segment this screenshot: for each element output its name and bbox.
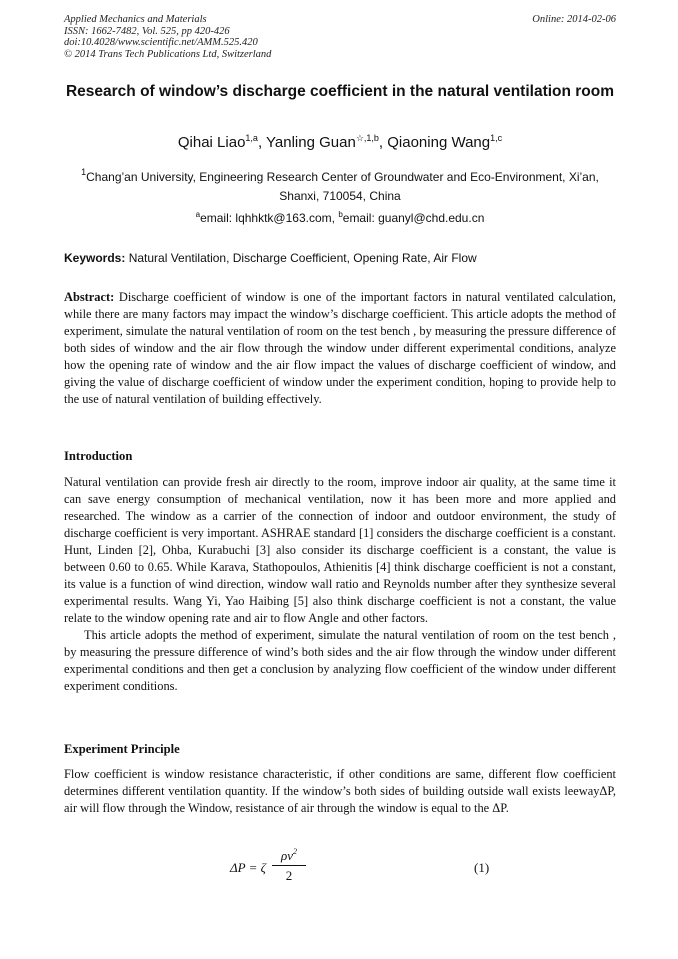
paragraph: This article adopts the method of experiment, simulate the natural ventilation of room on the test bench , by measuring the pressure difference of wind’s both sides and the air flow through the window under different experimental conditions and then get a conclusion by analyzing flow coefficient of the window under different experiment conditions. — [64, 628, 616, 693]
email-a[interactable]: email: lqhhktk@163.com, — [200, 211, 339, 225]
paragraph: Natural ventilation can provide fresh air directly to the room, improve indoor air quality, at the same time it can save energy consumption of mechanical ventilation, now it has been more and more applied and researched. The window as a carrier of the connection of indoor and outdoor environment, the study of discharge coefficient is very important. ASHRAE standard [1] considers the discharge coefficient is a constant. Hunt, Linden [2], Ohba, Kurabuchi [3] also consider its discharge coefficient is a constant, the value is between 0.60 to 0.65. While Karava, Stathopoulos, Athienitis [4] think discharge coefficient is not a constant, its value is a function of wind direction, window wall ratio and Reynolds number after they synthesize several experimental results. Wang Yi, Yao Haibing [5] also think discharge coefficient is not a constant, the value relate to the window opening rate and air to flow Angle and other factors. — [64, 475, 616, 625]
author-superscript: 1,a — [245, 133, 258, 143]
introduction-section — [64, 474, 616, 695]
journal-header — [64, 14, 616, 60]
author-name: Qihai Liao — [177, 134, 246, 151]
author-superscript: 1,c — [490, 133, 503, 143]
affiliation-superscript: 1 — [81, 167, 87, 177]
affiliation-text: Chang’an University, Engineering Research Center of Groundwater and Eco-Environment, Xi’an, Shanxi, 710054, China — [86, 170, 599, 203]
online-date: Online: 2014-02-06 — [532, 14, 616, 25]
numerator-text: ρv — [280, 848, 293, 863]
keywords-label: Keywords: — [64, 251, 126, 265]
section-heading-experiment-principle: Experiment Principle — [64, 742, 180, 756]
keywords — [64, 250, 616, 266]
author-list: Qihai Liao$^{1,a}$, Yanling Guan$^{☆,1,b}$, Qiaoning Wang$^{1,c}$ — [177, 133, 503, 151]
email-superscript: b — [338, 210, 343, 219]
abstract-text: Discharge coefficient of window is one of the important factors in natural ventilated calculation, while there are many factors may impact the window’s discharge coefficient. This article adopts the method of experiment, simulate the natural ventilation of room on the test bench , by measuring the pressure difference of both sides of window and the air flow through the window under different experimental conditions, analyze how the opening rate of window and the air flow impact the values of discharge coefficient of window, and giving the value of discharge coefficient of window under the experiment condition, hoping to provide help to the use of natural ventilation of building effectively. — [64, 290, 616, 406]
abstract-label: Abstract: — [64, 290, 115, 304]
author-name: Yanling Guan — [266, 134, 356, 151]
experiment-section — [64, 766, 616, 817]
journal-name: Applied Mechanics and Materials — [64, 14, 207, 25]
numerator-exponent: 2 — [293, 847, 297, 856]
equation-1 — [230, 848, 490, 888]
email-superscript: a — [195, 210, 201, 219]
journal-issn: ISSN: 1662-7482, Vol. 525, pp 420-426 — [64, 25, 230, 37]
equation-lhs: ΔP = ζ — [230, 860, 266, 875]
author-emails — [64, 210, 616, 226]
paragraph: Flow coefficient is window resistance characteristic, if other conditions are same, different flow coefficient determines different ventilation quantity. If the window’s both sides of building outside wall exists leewayΔP, air will flow through the Window, resistance of air through the window is equal to the ΔP. — [64, 767, 616, 815]
email-b[interactable]: email: guanyl@chd.edu.cn — [342, 211, 485, 225]
author-superscript: ☆,1,b — [355, 133, 379, 143]
equation-fraction — [272, 848, 306, 884]
paper-title: Research of window’s discharge coefficient in the natural ventilation room — [65, 83, 615, 100]
section-heading-introduction: Introduction — [64, 449, 133, 463]
equation-number: (1) — [474, 860, 490, 875]
equation-numerator — [272, 848, 306, 866]
keywords-text: Natural Ventilation, Discharge Coefficient, Opening Rate, Air Flow — [125, 251, 477, 265]
abstract — [64, 289, 616, 408]
journal-doi[interactable]: doi:10.4028/www.scientific.net/AMM.525.420 — [64, 37, 258, 49]
author-name: Qiaoning Wang — [387, 134, 491, 151]
affiliation — [64, 168, 616, 206]
journal-copyright: © 2014 Trans Tech Publications Ltd, Switzerland — [64, 48, 272, 60]
equation-denominator: 2 — [285, 868, 293, 883]
